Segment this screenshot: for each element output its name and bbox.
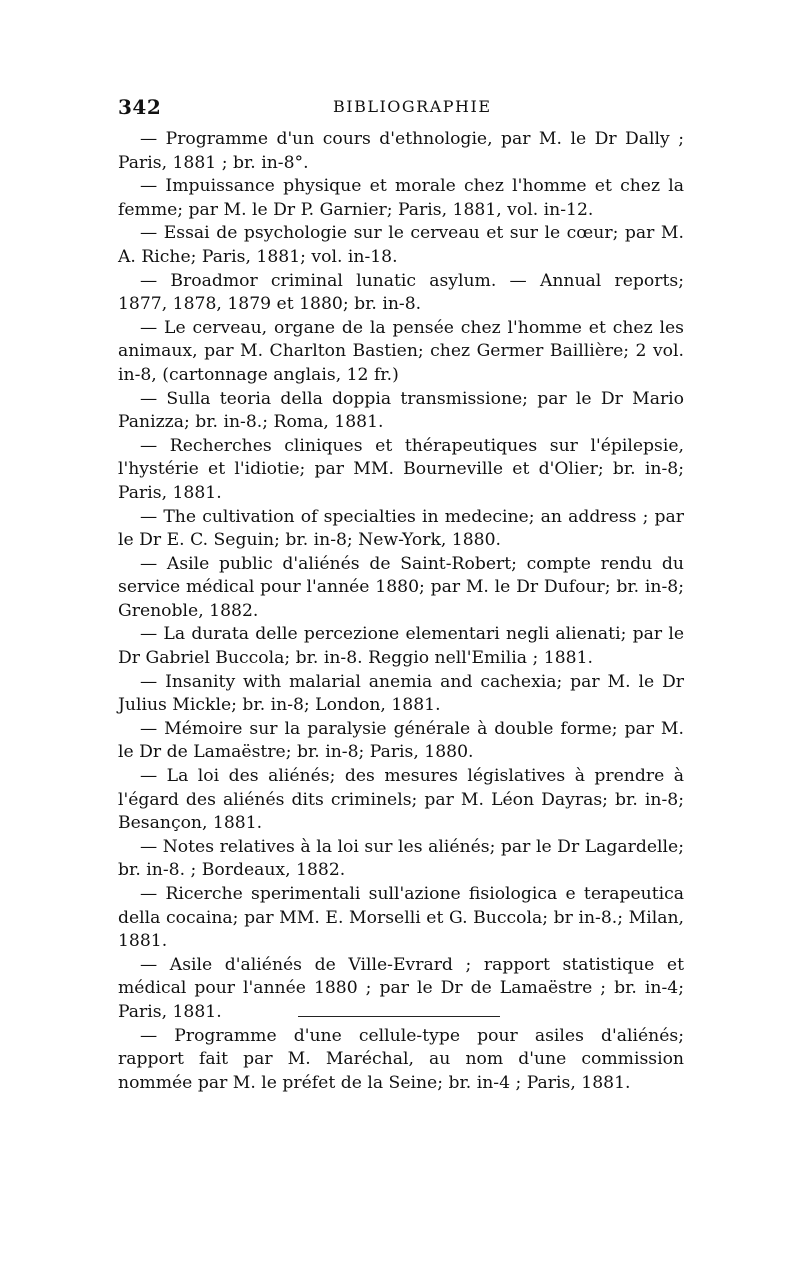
page-number: 342 — [118, 95, 162, 119]
bibliography-entry: — Insanity with malarial anemia and cachexia; par M. le Dr Julius Mickle; br. in-8; London, 1881. — [118, 671, 684, 716]
bibliography-entry: — Broadmor criminal lunatic asylum. — Annual reports; 1877, 1878, 1879 et 1880; br. in-8. — [118, 270, 684, 315]
bibliography-entry: — La durata delle percezione elementari negli alienati; par le Dr Gabriel Buccola; br. in-8. Reggio nell'Emilia ; 1881. — [118, 624, 684, 669]
running-head: BIBLIOGRAPHIE — [333, 97, 492, 116]
bibliography-entry: — Asile d'aliénés de Ville-Evrard ; rapport statistique et médical pour l'année 1880 ; par le Dr de Lamaëstre ; br. in-4; Paris, 1881. — [118, 954, 684, 1022]
bibliography-entry: — La loi des aliénés; des mesures législatives à prendre à l'égard des aliénés dits criminels; par M. Léon Dayras; br. in-8; Besançon, 1881. — [118, 766, 684, 834]
bibliography-entry: — Programme d'un cours d'ethnologie, par M. le Dr Dally ; Paris, 1881 ; br. in-8°. — [118, 129, 684, 173]
bibliography-entry: — Impuissance physique et morale chez l'homme et chez la femme; par M. le Dr P. Garnier; Paris, 1881, vol. in-12. — [118, 176, 684, 220]
bibliography-entry: — Ricerche sperimentali sull'azione fisiologica e terapeutica della cocaina; par MM. E. Morselli et G. Buccola; br in-8.; Milan, 1881. — [118, 884, 684, 952]
bibliography-entry: — Le cerveau, organe de la pensée chez l'homme et chez les animaux, par M. Charlton Bastien; chez Germer Baillière; 2 vol. in-8, (cartonnage anglais, 12 fr.) — [118, 317, 684, 385]
bibliography-entry: — Notes relatives à la loi sur les aliénés; par le Dr Lagardelle; br. in-8. ; Bordeaux, 1882. — [118, 836, 684, 881]
bibliography-entry: — The cultivation of specialties in medecine; an address ; par le Dr E. C. Seguin; br. in-8; New-York, 1880. — [118, 506, 684, 551]
bibliography-list — [118, 128, 684, 1095]
bibliography-entry: — Programme d'une cellule-type pour asiles d'aliénés; rapport fait par M. Maréchal, au nom d'une commission nommée par M. le préfet de la Seine; br. in-4 ; Paris, 1881. — [118, 1025, 684, 1093]
bibliography-entry: — Essai de psychologie sur le cerveau et sur le cœur; par M. A. Riche; Paris, 1881; vol. in-18. — [118, 223, 684, 267]
bibliography-entry: — Asile public d'aliénés de Saint-Robert; compte rendu du service médical pour l'année 1880; par M. le Dr Dufour; br. in-8; Grenoble, 1882. — [118, 553, 684, 621]
closing-rule — [298, 1016, 500, 1017]
page-header — [118, 95, 678, 121]
bibliography-entry: — Recherches cliniques et thérapeutiques sur l'épilepsie, l'hystérie et l'idiotie; par MM. Bourneville et d'Olier; br. in-8; Paris, 1881. — [118, 435, 684, 503]
bibliography-entry: — Mémoire sur la paralysie générale à double forme; par M. le Dr de Lamaëstre; br. in-8; Paris, 1880. — [118, 718, 684, 763]
bibliography-entry: — Sulla teoria della doppia transmissione; par le Dr Mario Panizza; br. in-8.; Roma, 1881. — [118, 388, 684, 433]
